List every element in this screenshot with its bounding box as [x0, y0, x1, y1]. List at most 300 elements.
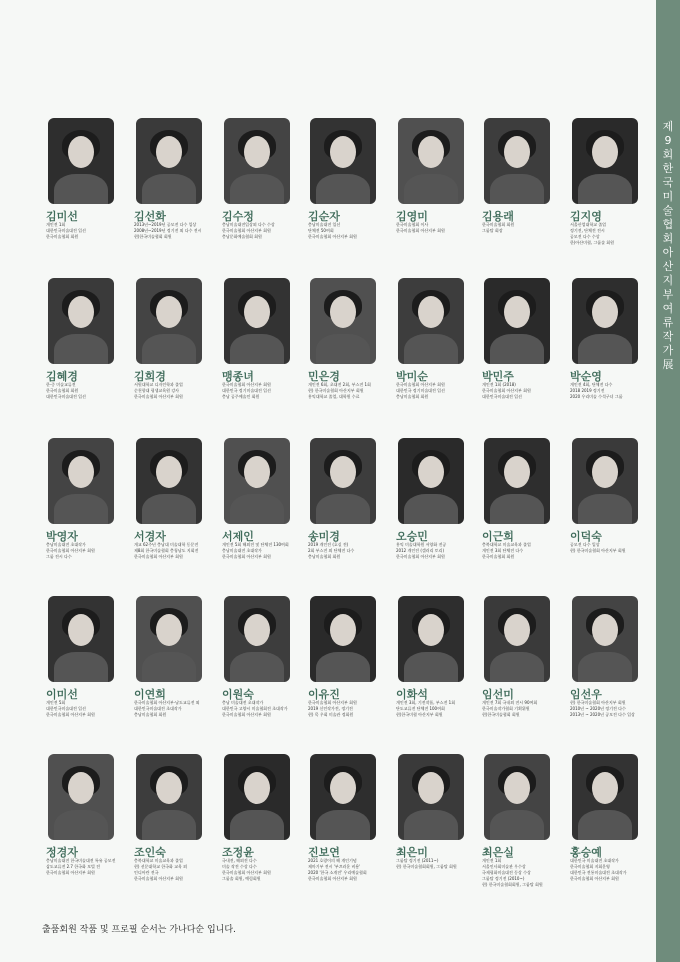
- portrait-face: [156, 456, 182, 488]
- bio-line: 현) 한국미술협회 아산지부 회원: [570, 700, 626, 705]
- portrait-body: [54, 810, 108, 840]
- artist-portrait: [398, 278, 464, 364]
- bio-line: 한국미술협회 아산지부 회원: [46, 548, 95, 553]
- portrait-face: [68, 456, 94, 488]
- bio-line: 삼도교류전 2.7 한국화 모빌 전: [46, 864, 100, 869]
- bio-line: 충남미술협회 회원: [134, 712, 167, 717]
- artist-card: [46, 278, 132, 438]
- bio-line: 대한민국 전통미술대전 초대작가: [570, 870, 627, 875]
- artist-portrait: [48, 596, 114, 682]
- artist-bio: [396, 382, 480, 400]
- bio-line: 현)한국미술협회 회원: [482, 712, 520, 717]
- portrait-face: [418, 136, 444, 168]
- bio-line: 한국미술협회 아산지부 회원: [396, 228, 445, 233]
- artist-bio: [396, 700, 480, 718]
- bio-line: 공모전 다수 입상: [570, 542, 600, 547]
- bio-line: 개인전 1회 (2018): [482, 382, 516, 387]
- bio-line: 한국미술협회 아산지부 회원: [308, 876, 357, 881]
- bio-line: 한국미술협회 회원: [46, 388, 79, 393]
- artist-portrait: [48, 118, 114, 204]
- portrait-face: [156, 136, 182, 168]
- bio-line: 충남문화예술협회 회원: [222, 234, 262, 239]
- bio-line: 국제평화미술대전 동상 수상: [482, 870, 531, 875]
- artist-card: [396, 596, 482, 756]
- artist-name: 맹종녀: [222, 370, 254, 383]
- artist-card: [46, 118, 132, 278]
- bio-line: 공모전 다수 수상: [570, 234, 600, 239]
- portrait-body: [142, 334, 196, 364]
- bio-line: 2020 우리미술 수석구녀 그룹: [570, 394, 623, 399]
- portrait-face: [244, 136, 270, 168]
- portrait-face: [418, 772, 444, 804]
- artist-bio: [308, 222, 392, 240]
- bio-line: 대한민국미술대전 입선: [482, 394, 522, 399]
- artist-card: [134, 118, 220, 278]
- bio-line: 그룹탈 정기전 (2011~): [396, 858, 439, 863]
- portrait-face: [418, 456, 444, 488]
- artist-name: 박순영: [570, 370, 602, 383]
- artist-name: 서제인: [222, 530, 254, 543]
- bio-line: 그룹 전시 다수: [46, 554, 72, 559]
- artist-portrait: [136, 754, 202, 840]
- portrait-body: [316, 652, 370, 682]
- artist-name: 이연희: [134, 688, 166, 701]
- bio-line: 서원대학교 디자인학과 졸업: [134, 382, 183, 387]
- bio-line: 현) 한국미술협회 아산지부 회원: [308, 388, 364, 393]
- bio-line: 한국미술협회 아산지부·남도교류전 외: [134, 700, 200, 705]
- artist-bio: [482, 700, 566, 718]
- bio-line: 대한민국 정기미술대전 입선: [222, 388, 271, 393]
- bio-line: 국내전, 해외전 다수: [222, 858, 257, 863]
- artist-name: 김혜경: [46, 370, 78, 383]
- bio-line: 한국미술협회 아산지부 회원: [308, 234, 357, 239]
- portrait-face: [592, 456, 618, 488]
- artist-portrait: [572, 596, 638, 682]
- artist-name: 송미경: [308, 530, 340, 543]
- artist-bio: [570, 222, 654, 246]
- bio-line: 한국미술작가협회 기획위원: [482, 706, 530, 711]
- artist-card: [396, 438, 482, 598]
- bio-line: 대한민국미술대전 입선: [46, 394, 86, 399]
- portrait-body: [54, 494, 108, 524]
- artist-card: [570, 278, 656, 438]
- portrait-face: [330, 456, 356, 488]
- portrait-body: [230, 174, 284, 204]
- bio-line: 대한민국미술대전 입선: [46, 706, 86, 711]
- bio-line: 개인전 5회 해외전 및 단체전 130여회: [222, 542, 289, 547]
- portrait-face: [592, 614, 618, 646]
- artist-portrait: [48, 754, 114, 840]
- artist-portrait: [572, 438, 638, 524]
- artist-card: [570, 596, 656, 756]
- bio-line: 제마기부 전시 '부끄러운 비용': [308, 864, 361, 869]
- artist-portrait: [48, 438, 114, 524]
- portrait-face: [156, 296, 182, 328]
- bio-line: 충남미술대전 한국미술대전 특유 공모전: [46, 858, 116, 863]
- artist-portrait: [136, 278, 202, 364]
- bio-line: 한국미술협회 회원: [482, 554, 515, 559]
- portrait-body: [54, 652, 108, 682]
- portrait-body: [230, 334, 284, 364]
- artist-bio: [482, 858, 566, 888]
- portrait-body: [316, 334, 370, 364]
- artist-portrait: [224, 118, 290, 204]
- bio-line: 한국미술협회 이사: [396, 222, 429, 227]
- artist-portrait: [224, 278, 290, 364]
- artist-portrait: [224, 438, 290, 524]
- artist-bio: [222, 858, 306, 882]
- portrait-body: [404, 494, 458, 524]
- bio-line: 그룹탈 정기전 (2010~): [482, 876, 525, 881]
- bio-line: 개인전 4회, 단체전 다수: [570, 382, 613, 387]
- artist-card: [570, 118, 656, 278]
- artist-name: 서경자: [134, 530, 166, 543]
- artist-name: 민은경: [308, 370, 340, 383]
- bio-line: 충남미술대전 초대작가: [222, 548, 262, 553]
- artist-card: [570, 754, 656, 914]
- bio-line: 2012 개인전 (갤러리 토리): [396, 548, 445, 553]
- bio-line: 2008년~2019년 정기전 외 다수 전시: [134, 228, 202, 233]
- portrait-body: [404, 652, 458, 682]
- bio-line: 한국미술협회 회원: [46, 234, 79, 239]
- artist-row: [36, 118, 642, 278]
- portrait-face: [244, 772, 270, 804]
- portrait-body: [142, 174, 196, 204]
- artist-bio: [134, 858, 218, 882]
- bio-line: 충남 공주예술인 회원: [222, 394, 260, 399]
- artist-name: 김희경: [134, 370, 166, 383]
- bio-line: 현) 목 우회 미술관 정회원: [308, 712, 354, 717]
- artist-bio: [46, 542, 130, 560]
- bio-line: 충남미술대전입상외 다수 수상: [222, 222, 275, 227]
- artist-name: 김미선: [46, 210, 78, 223]
- portrait-face: [244, 614, 270, 646]
- portrait-face: [68, 136, 94, 168]
- bio-line: 충남미술협회 회원: [308, 554, 341, 559]
- artist-bio: [482, 382, 566, 400]
- artist-portrait: [484, 754, 550, 840]
- artist-portrait: [398, 118, 464, 204]
- artist-portrait: [136, 596, 202, 682]
- artist-row: [36, 438, 642, 598]
- artist-bio: [222, 700, 306, 718]
- artist-bio: [482, 222, 566, 234]
- artist-name: 박민주: [482, 370, 514, 383]
- artist-portrait: [572, 754, 638, 840]
- artist-name: 박영자: [46, 530, 78, 543]
- artist-card: [308, 596, 394, 756]
- artist-bio: [396, 222, 480, 234]
- side-strip: [656, 0, 680, 962]
- bio-line: 현) 선문대학교 한국화 교육 외: [134, 864, 188, 869]
- bio-line: 개인전 3회, 기전작품, 부스전 1회: [396, 700, 456, 705]
- portrait-face: [504, 296, 530, 328]
- artist-name: 정경자: [46, 846, 78, 859]
- artist-name: 홍승예: [570, 846, 602, 859]
- bio-line: 한국미술협회 아산지부 회원: [222, 228, 271, 233]
- bio-line: 충북대학교 미술교육과 졸업: [134, 858, 183, 863]
- artist-portrait: [136, 438, 202, 524]
- bio-line: 한국미술협회 아산지부 회원: [46, 870, 95, 875]
- artist-name: 김지영: [570, 210, 602, 223]
- bio-line: 한국미술협회 아산지부 회원: [308, 700, 357, 705]
- artist-card: [482, 596, 568, 756]
- bio-line: 한국미술협회 아산지부 회원: [222, 870, 271, 875]
- portrait-face: [68, 614, 94, 646]
- bio-line: 서울인사회미술관 우수상: [482, 864, 526, 869]
- bio-line: 한·중 미술교류전: [46, 382, 76, 387]
- bio-line: 현)한국미술협회 회원: [134, 234, 172, 239]
- bio-line: 2019 개인전 (호실 전): [308, 542, 349, 547]
- bio-line: 개인전 3회 단체전 다수: [482, 548, 524, 553]
- bio-line: 2020 '한국 소개전' 우리예술협회: [308, 870, 367, 875]
- portrait-body: [578, 334, 632, 364]
- artist-name: 김순자: [308, 210, 340, 223]
- artist-name: 오승민: [396, 530, 428, 543]
- portrait-face: [156, 772, 182, 804]
- artist-name: 김수정: [222, 210, 254, 223]
- artist-bio: [396, 542, 480, 560]
- artist-bio: [222, 542, 306, 560]
- portrait-body: [404, 334, 458, 364]
- bio-line: 홍익 미술대학원 서양화 전공: [396, 542, 447, 547]
- bio-line: 단도교류전 단체전 100여회: [396, 706, 445, 711]
- artist-portrait: [310, 754, 376, 840]
- bio-line: 한국미술협회 아산지부 회원: [134, 394, 183, 399]
- artist-bio: [134, 382, 218, 400]
- artist-bio: [134, 222, 218, 240]
- portrait-body: [578, 494, 632, 524]
- bio-line: 한국미술협회 아산지부 회원: [46, 712, 95, 717]
- artist-card: [482, 438, 568, 598]
- bio-line: 충북대학교 미술교육과 졸업: [482, 542, 531, 547]
- artist-card: [308, 438, 394, 598]
- portrait-face: [504, 614, 530, 646]
- bio-line: 충남미술대전 입선: [308, 222, 341, 227]
- artist-portrait: [224, 754, 290, 840]
- artist-portrait: [572, 278, 638, 364]
- portrait-face: [68, 296, 94, 328]
- portrait-body: [54, 174, 108, 204]
- portrait-body: [578, 652, 632, 682]
- artist-card: [482, 278, 568, 438]
- bio-line: 한국미술협회 아산지부 회원: [482, 388, 531, 393]
- portrait-face: [592, 136, 618, 168]
- bio-line: 한국미술협회 회원: [482, 222, 515, 227]
- artist-portrait: [224, 596, 290, 682]
- bio-line: 한국미술협회 아산지부 회원: [396, 554, 445, 559]
- artist-row: [36, 278, 642, 438]
- portrait-face: [330, 136, 356, 168]
- artist-bio: [222, 222, 306, 240]
- artist-name: 최은실: [482, 846, 514, 859]
- artist-card: [134, 596, 220, 756]
- portrait-body: [490, 494, 544, 524]
- bio-line: 개인전 5회: [46, 700, 66, 705]
- artist-bio: [46, 222, 130, 240]
- bio-line: 현) 한국미술협회 아산지부 회원: [570, 548, 626, 553]
- bio-line: 한)아산미협, 그룹솔 회원: [570, 240, 615, 245]
- portrait-body: [316, 810, 370, 840]
- bio-line: 대한민국 미술대전 초대작가: [570, 858, 619, 863]
- artist-portrait: [310, 438, 376, 524]
- bio-line: 한국미술협회 아산지부 회원: [570, 876, 619, 881]
- artist-bio: [46, 382, 130, 400]
- artist-card: [46, 754, 132, 914]
- portrait-body: [404, 810, 458, 840]
- artist-card: [222, 438, 308, 598]
- portrait-body: [142, 810, 196, 840]
- artist-portrait: [484, 278, 550, 364]
- bio-line: 현)한국미협 아산지부 회원: [396, 712, 443, 717]
- bio-line: 인디아란 전국: [134, 870, 159, 875]
- artist-portrait: [398, 438, 464, 524]
- artist-name: 임선우: [570, 688, 602, 701]
- artist-portrait: [572, 118, 638, 204]
- bio-line: 제8회 한국미술협회 충청남도 지회전: [134, 548, 199, 553]
- artist-bio: [308, 700, 392, 718]
- bio-line: 서울산업대학교 졸업: [570, 222, 607, 227]
- bio-line: 2021 호랑이의 해 개인기념: [308, 858, 357, 863]
- artist-row: [36, 596, 642, 756]
- artist-name: 박미순: [396, 370, 428, 383]
- portrait-face: [592, 772, 618, 804]
- artist-name: 진보연: [308, 846, 340, 859]
- side-title: 제9회 한국미술협회 아산지부 여류작가展: [662, 120, 674, 371]
- portrait-body: [490, 174, 544, 204]
- artist-row: [36, 754, 642, 914]
- artist-portrait: [48, 278, 114, 364]
- artist-portrait: [310, 118, 376, 204]
- artist-name: 김용래: [482, 210, 514, 223]
- artist-card: [396, 118, 482, 278]
- bio-line: 홍익대학교 졸업, 대학원 수료: [308, 394, 360, 399]
- artist-bio: [134, 542, 218, 560]
- bio-line: 2010년 ~ 2020년 정기전 다수: [570, 706, 626, 711]
- portrait-body: [230, 494, 284, 524]
- portrait-body: [316, 174, 370, 204]
- bio-line: 대한민국미술대전 초대작가: [134, 706, 182, 711]
- artist-bio: [570, 382, 654, 400]
- portrait-body: [316, 494, 370, 524]
- artist-card: [46, 438, 132, 598]
- artist-portrait: [484, 438, 550, 524]
- artist-portrait: [310, 596, 376, 682]
- bio-line: 개인전 6회, 초대전 2회, 부스전 1회: [308, 382, 371, 387]
- portrait-face: [418, 296, 444, 328]
- portrait-body: [578, 810, 632, 840]
- bio-line: 한국미술협회 아산지부 회원: [396, 382, 445, 387]
- portrait-face: [244, 456, 270, 488]
- artist-bio: [570, 858, 654, 882]
- artist-card: [570, 438, 656, 598]
- bio-line: 충남미술협회 회원: [396, 394, 429, 399]
- portrait-body: [230, 810, 284, 840]
- artist-card: [134, 278, 220, 438]
- bio-line: 미술 작전 수상 다수: [222, 864, 257, 869]
- artist-bio: [308, 542, 392, 560]
- bio-line: 2013년~2019년 공모전 다수 입상: [134, 222, 197, 227]
- bio-line: 개인전 1회: [46, 222, 66, 227]
- artist-bio: [308, 382, 392, 400]
- portrait-body: [578, 174, 632, 204]
- bio-line: 2회 부스전 외 단체전 다수: [308, 548, 355, 553]
- portrait-face: [244, 296, 270, 328]
- bio-line: 대한민국 고양시 미술협회전 초대작가: [222, 706, 288, 711]
- bio-line: 대한민국 정기미술대전 입선: [396, 388, 445, 393]
- bio-line: 충남미술대전 초대작가: [46, 542, 86, 547]
- bio-line: 한국미술협회 지회운영: [570, 864, 610, 869]
- artist-name: 이유진: [308, 688, 340, 701]
- artist-bio: [570, 700, 654, 718]
- bio-line: 한국미술협회 아산지부 회원: [222, 382, 271, 387]
- artist-card: [482, 118, 568, 278]
- artist-name: 김선화: [134, 210, 166, 223]
- artist-card: [134, 438, 220, 598]
- artist-bio: [134, 700, 218, 718]
- portrait-face: [68, 772, 94, 804]
- artist-bio: [570, 542, 654, 554]
- portrait-face: [418, 614, 444, 646]
- portrait-body: [142, 494, 196, 524]
- artist-card: [396, 278, 482, 438]
- artist-card: [396, 754, 482, 914]
- bio-line: 그룹탈 회장: [482, 228, 503, 233]
- bio-line: 2019 신인작가전, 정기전: [308, 706, 353, 711]
- bio-line: 개교 62주년 충남대 미술대학 동문전: [134, 542, 199, 547]
- artist-name: 이원숙: [222, 688, 254, 701]
- artist-portrait: [310, 278, 376, 364]
- bio-line: 현) 한국미술협회회원, 그룹탈 회원: [396, 864, 457, 869]
- bio-line: 그룹솔 회원, 예림회원: [222, 876, 261, 881]
- artist-card: [222, 596, 308, 756]
- artist-name: 이미선: [46, 688, 78, 701]
- portrait-body: [230, 652, 284, 682]
- portrait-body: [490, 334, 544, 364]
- portrait-face: [330, 296, 356, 328]
- bio-line: 2013년 ~ 2020년 공모전 다수 입상: [570, 712, 635, 717]
- portrait-body: [404, 174, 458, 204]
- portrait-body: [490, 810, 544, 840]
- artist-name: 이근희: [482, 530, 514, 543]
- bio-line: 현) 한국미술협회회원, 그룹탈 회원: [482, 882, 543, 887]
- artist-card: [308, 278, 394, 438]
- portrait-body: [54, 334, 108, 364]
- artist-portrait: [398, 754, 464, 840]
- footer-note: 출품회원 작품 및 프로필 순서는 가나다순 입니다.: [42, 925, 236, 935]
- bio-line: 한국미술협회 아산지부 회원: [134, 554, 183, 559]
- artist-bio: [222, 382, 306, 400]
- artist-card: [482, 754, 568, 914]
- bio-line: 2018 2019 정기전: [570, 388, 605, 393]
- portrait-face: [504, 136, 530, 168]
- bio-line: 한국미술협회 아산지부 회원: [222, 554, 271, 559]
- artist-card: [134, 754, 220, 914]
- artist-name: 조인숙: [134, 846, 166, 859]
- portrait-face: [330, 614, 356, 646]
- bio-line: 개인전 7회 국내외 전시 90여회: [482, 700, 538, 705]
- bio-line: 한국미술협회 아산지부 회원: [134, 876, 183, 881]
- bio-line: 단체전 50여회: [308, 228, 334, 233]
- artist-name: 이화석: [396, 688, 428, 701]
- artist-card: [222, 278, 308, 438]
- artist-portrait: [484, 596, 550, 682]
- bio-line: 충남 미술대전 초대작가: [222, 700, 264, 705]
- artist-card: [308, 118, 394, 278]
- artist-name: 최은미: [396, 846, 428, 859]
- artist-card: [308, 754, 394, 914]
- artist-card: [222, 118, 308, 278]
